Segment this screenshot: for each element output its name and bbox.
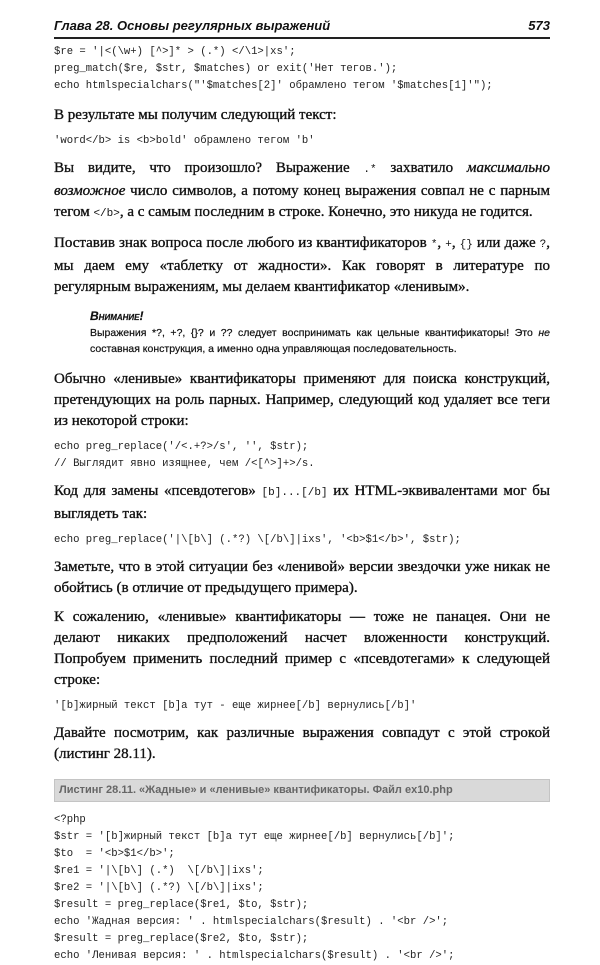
- code-line: $re2 = '|\[b\] (.*?) \[/b\]|ixs';: [54, 882, 264, 894]
- inline-code: ??: [220, 327, 233, 339]
- text: ,: [437, 235, 446, 251]
- code-line: preg_match($re, $str, $matches) or exit('Нет тегов.');: [54, 63, 398, 75]
- paragraph: [54, 233, 550, 298]
- paragraph: Давайте посмотрим, как различные выражения совпадут с этой строкой (листинг 28.11).: [54, 725, 550, 762]
- inline-code: +: [445, 239, 452, 251]
- inline-code: .*: [363, 164, 377, 176]
- warning-note: [90, 308, 550, 357]
- code-line: $re1 = '|\[b\] (.*) \[/b\]|ixs';: [54, 865, 264, 877]
- text: захватило: [376, 160, 467, 176]
- code-line: $str = '[b]жирный текст [b]а тут еще жирнее[/b] вернулись[/b]';: [54, 831, 455, 843]
- paragraph: [54, 481, 550, 525]
- text: их HTML-эквивалентами мог бы выглядеть так:: [54, 483, 551, 522]
- code-line: echo preg_replace('/<.+?>/s', '', $str);: [54, 441, 309, 453]
- inline-code: *?, +?, {}?: [152, 327, 204, 339]
- listing-caption: Листинг 28.11. «Жадные» и «ленивые» квантификаторы. Файл ex10.php: [54, 779, 550, 802]
- code-line: $to = '<b>$1</b>';: [54, 848, 175, 860]
- paragraph: Заметьте, что в этой ситуации без «ленивой» версии звездочки уже никак не обойтись (в отличие от предыдущего примера).: [54, 559, 550, 596]
- code-block: [54, 698, 550, 715]
- inline-code: ?: [539, 239, 547, 251]
- code-line: // Выглядит явно изящнее, чем /<[^>]+>/s.: [54, 458, 315, 470]
- code-line: echo 'Ленивая версия: ' . htmlspecialchars($result) . '<br />';: [54, 950, 455, 962]
- code-block: [54, 532, 550, 549]
- text: или даже: [472, 235, 540, 251]
- text: и: [203, 327, 221, 339]
- inline-code: *: [430, 239, 438, 251]
- code-line: $re = '|<(\w+) [^>]* > (.*) </\1>|xs';: [54, 46, 296, 58]
- note-title: Внимание!: [90, 309, 144, 323]
- inline-code: </b>: [93, 208, 120, 220]
- code-block: [54, 44, 550, 95]
- inline-code: [b]...[/b]: [261, 487, 328, 499]
- emphasis: не: [538, 327, 550, 339]
- code-line: $result = preg_replace($re2, $to, $str);: [54, 933, 309, 945]
- text: , мы даем ему «таблетку от жадности». Как говорят в литературе по регулярным выражениям, мы делаем квантификатор «ленивым».: [54, 235, 551, 295]
- code-output: 'word</b> is <b>bold' обрамлено тегом 'b': [54, 135, 315, 147]
- text: число символов, а потому конец выражения совпал не с парным тегом: [54, 183, 550, 220]
- code-line: echo 'Жадная версия: ' . htmlspecialchars($result) . '<br />';: [54, 916, 449, 928]
- page-number: 573: [528, 18, 550, 33]
- text: составная конструкция, а именно одна управляющая последовательность.: [90, 343, 457, 355]
- code-line: echo htmlspecialchars("'$matches[2]' обрамлено тегом '$matches[1]'");: [54, 80, 493, 92]
- text: , а с самым последним в строке. Конечно, это никуда не годится.: [119, 204, 533, 220]
- text: Поставив знак вопроса после любого из квантификаторов: [54, 235, 431, 251]
- text: Выражения: [90, 327, 153, 339]
- text: Вы видите, что произошло? Выражение: [54, 160, 364, 176]
- chapter-title: Глава 28. Основы регулярных выражений: [54, 18, 331, 33]
- code-line: echo preg_replace('|\[b\] (.*?) \[/b\]|ixs', '<b>$1</b>', $str);: [54, 534, 461, 546]
- text: следует воспринимать как цельные квантификаторы! Это: [232, 327, 539, 339]
- text: Код для замены «псевдотегов»: [54, 483, 262, 499]
- code-line: <?php: [54, 814, 86, 826]
- inline-code: {}: [459, 239, 473, 251]
- paragraph: В результате мы получим следующий текст:: [54, 107, 337, 123]
- paragraph: Обычно «ленивые» квантификаторы применяют для поиска конструкций, претендующих на роль парных. Например, следующий код удаляет все теги из некоторой строки:: [54, 371, 550, 429]
- paragraph: К сожалению, «ленивые» квантификаторы — тоже не панацея. Они не делают никаких предположений насчет вложенности конструкций. Попробуем применить последний пример с «псевдотегами» к следующей строке:: [54, 609, 550, 688]
- running-header: [54, 18, 550, 39]
- text: ,: [451, 235, 460, 251]
- emphasis: максимально возможное: [54, 160, 550, 199]
- page-content: [54, 44, 550, 965]
- code-block: [54, 439, 550, 473]
- code-line: '[b]жирный текст [b]а тут - еще жирнее[/b] вернулись[/b]': [54, 700, 417, 712]
- paragraph: [54, 158, 550, 225]
- code-line: $result = preg_replace($re1, $to, $str);: [54, 899, 309, 911]
- listing-code: [54, 812, 550, 965]
